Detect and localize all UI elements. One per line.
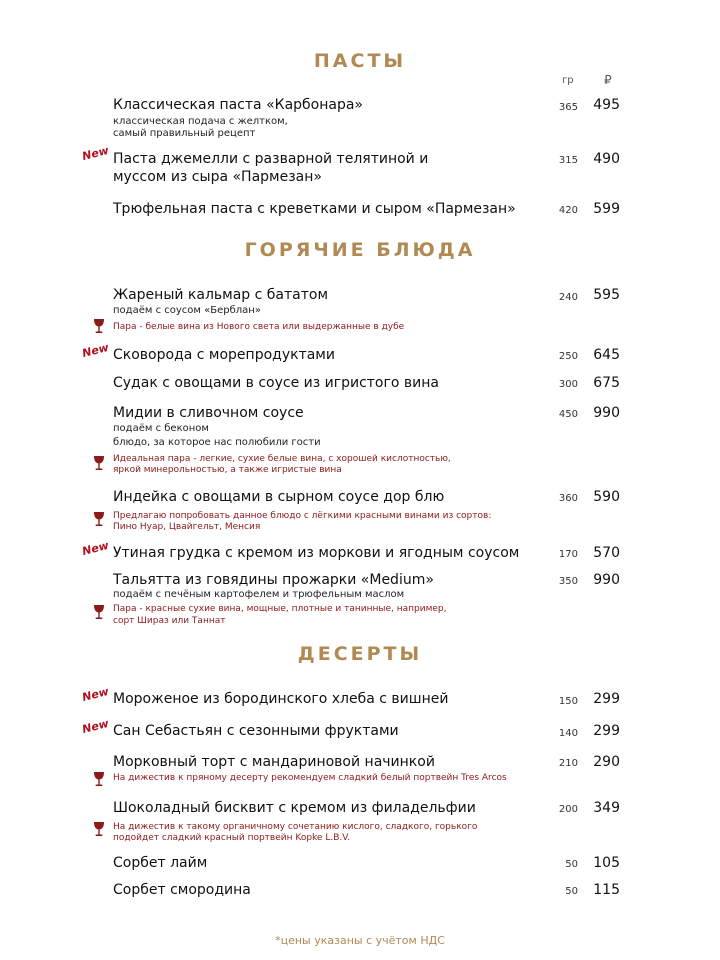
item-price: 645 [593, 347, 620, 363]
item-weight: 360 [558, 493, 578, 504]
item-name: Шоколадный бисквит с кремом из филадельфии [113, 800, 476, 816]
item-name: Морковный торт с мандариновой начинкой [113, 754, 435, 770]
item-weight: 200 [558, 804, 578, 815]
item-price: 990 [593, 572, 620, 588]
item-price: 299 [593, 723, 620, 739]
wine-pairing: сорт Шираз или Таннат [113, 616, 226, 626]
item-name: Мороженое из бородинского хлеба с вишней [113, 691, 449, 707]
item-name: Сорбет смородина [113, 882, 251, 898]
item-description: самый правильный рецепт [113, 128, 256, 139]
item-weight: 50 [565, 886, 578, 897]
item-price: 115 [593, 882, 620, 898]
wine-glass-icon [92, 604, 106, 620]
wine-pairing: Пара - белые вина из Нового света или выдержанные в дубе [113, 322, 405, 332]
item-weight: 50 [565, 859, 578, 870]
wine-pairing: Пино Нуар, Цвайгельт, Менсия [113, 522, 261, 532]
section-title-hot: ГОРЯЧИЕ БЛЮДА [244, 239, 476, 261]
item-weight: 170 [558, 549, 578, 560]
item-price: 290 [593, 754, 620, 770]
item-name-line2: муссом из сыра «Пармезан» [113, 169, 322, 185]
wine-pairing: яркой минерольностью, а также игристые вина [113, 465, 342, 475]
item-name: Индейка с овощами в сырном соусе дор блю [113, 489, 445, 505]
item-price: 590 [593, 489, 620, 505]
item-weight: 420 [558, 205, 578, 216]
item-name: Судак с овощами в соусе из игристого вина [113, 375, 439, 391]
item-weight: 365 [558, 102, 578, 113]
item-name: Жареный кальмар с бататом [113, 287, 329, 303]
item-description: классическая подача с желтком, [113, 116, 288, 127]
new-badge: New [80, 684, 111, 704]
wine-pairing: На дижестив к такому органичному сочетанию кислого, сладкого, горького [113, 822, 478, 832]
item-description: подаём с соусом «Берблан» [113, 305, 261, 316]
weight-column-header: гр [562, 75, 574, 86]
item-description: подаём с печёным картофелем и трюфельным маслом [113, 589, 405, 600]
item-weight: 140 [558, 728, 578, 739]
item-name: Сковорода с морепродуктами [113, 347, 335, 363]
item-price: 570 [593, 545, 620, 561]
wine-pairing: Идеальная пара - легкие, сухие белые вина, с хорошей кислотностью, [113, 454, 451, 464]
item-name: Утиная грудка с кремом из моркови и ягодным соусом [113, 545, 520, 561]
vat-footnote: *цены указаны с учётом НДС [275, 934, 445, 947]
wine-pairing: На дижестив к пряному десерту рекомендуем сладкий белый портвейн Tres Arcos [113, 773, 507, 783]
item-name: Сорбет лайм [113, 855, 208, 871]
wine-pairing: подойдет сладкий красный портвейн Kopke L.B.V. [113, 833, 351, 843]
price-column-header: ₽ [604, 73, 612, 87]
section-title-desserts: ДЕСЕРТЫ [297, 643, 423, 665]
item-price: 349 [593, 800, 620, 816]
section-title-pasta: ПАСТЫ [313, 50, 407, 72]
wine-glass-icon [92, 821, 106, 837]
item-description: блюдо, за которое нас полюбили гости [113, 437, 321, 448]
item-weight: 350 [558, 576, 578, 587]
item-price: 105 [593, 855, 620, 871]
new-badge: New [80, 538, 111, 558]
item-name: Сан Себастьян с сезонными фруктами [113, 723, 399, 739]
item-name: Тальятта из говядины прожарки «Medium» [113, 572, 434, 588]
wine-pairing: Предлагаю попробовать данное блюдо с лёгкими красными винами из сортов: [113, 511, 492, 521]
new-badge: New [80, 340, 111, 360]
new-badge: New [80, 716, 111, 736]
wine-glass-icon [92, 318, 106, 334]
item-weight: 150 [558, 696, 578, 707]
item-price: 299 [593, 691, 620, 707]
item-name: Классическая паста «Карбонара» [113, 97, 363, 113]
wine-glass-icon [92, 511, 106, 527]
item-weight: 300 [558, 379, 578, 390]
item-price: 490 [593, 151, 620, 167]
item-name: Паста джемелли с разварной телятиной и [113, 151, 429, 167]
wine-pairing: Пара - красные сухие вина, мощные, плотные и танинные, например, [113, 604, 447, 614]
item-weight: 250 [558, 351, 578, 362]
item-price: 675 [593, 375, 620, 391]
item-price: 990 [593, 405, 620, 421]
item-weight: 450 [558, 409, 578, 420]
item-name: Трюфельная паста с креветками и сыром «Пармезан» [113, 201, 516, 217]
item-name: Мидии в сливочном соусе [113, 405, 304, 421]
item-weight: 240 [558, 292, 578, 303]
item-weight: 315 [558, 155, 578, 166]
item-description: подаём с беконом [113, 423, 209, 434]
item-weight: 210 [558, 758, 578, 769]
wine-glass-icon [92, 771, 106, 787]
item-price: 599 [593, 201, 620, 217]
item-price: 595 [593, 287, 620, 303]
wine-glass-icon [92, 455, 106, 471]
item-price: 495 [593, 97, 620, 113]
new-badge: New [80, 143, 111, 163]
